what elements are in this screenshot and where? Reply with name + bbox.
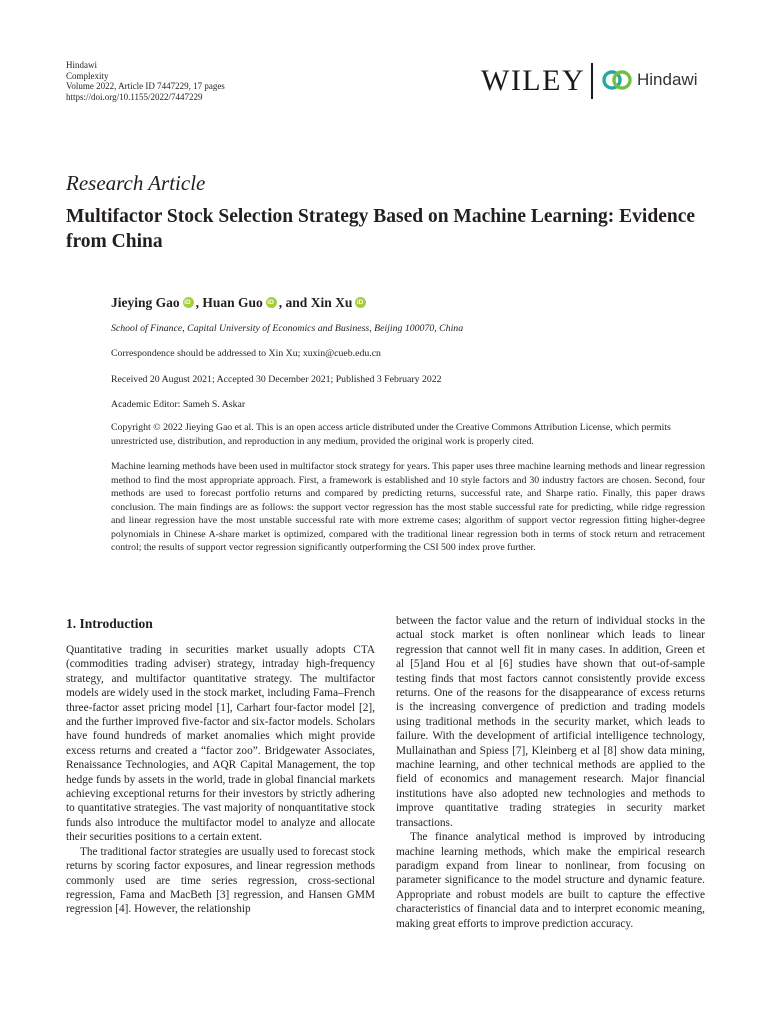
logo-divider xyxy=(591,63,593,99)
hindawi-logo-text: Hindawi xyxy=(637,70,698,89)
author-name: Huan Guo xyxy=(202,295,263,310)
doi-link[interactable]: https://doi.org/10.1155/2022/7447229 xyxy=(66,91,203,102)
article-title: Multifactor Stock Selection Strategy Based on Machine Learning: Evidence from China xyxy=(66,206,695,252)
paragraph: The finance analytical method is improved by introducing machine learning methods, which make the empirical research paradigm expand from linear to nonlinear, from focusing on parameter significance to the model structure and dynamic feature. Appropriate and robust models are built to capture the effective characteristics of financial data and to interpret economic meaning, making great efforts to improve prediction accuracy. xyxy=(396,831,705,930)
author-list xyxy=(111,294,368,312)
academic-editor: Academic Editor: Sameh S. Askar xyxy=(111,399,246,410)
volume-line: Volume 2022, Article ID 7447229, 17 pages xyxy=(66,81,225,91)
abstract: Machine learning methods have been used in multifactor stock strategy for years. This paper uses three machine learning methods and linear regression method to find the most appropriate approach. First, a framework is established and 10 style factors and 30 industry factors are chosen. Second, four methods are used to forecast portfolio returns and compared by predicting returns, successful rate, and Sharpe ratio. Finally, this paper draws conclusion. The main findings are as follows: the support vector regression has the most stable successful rate for predicting, while ridge regression and linear regression have the most unstable successful rate with more extreme cases; algorithm of support vector regression fitting higher-degree polynomials in Chinese A-share market is optimized, compared with the traditional linear regression both in terms of stock return and retracement control; the results of support vector regression significantly outperforming the CSI 500 index prove further. xyxy=(111,461,705,553)
orcid-icon[interactable] xyxy=(183,297,194,308)
author-separator: , and xyxy=(278,295,311,310)
article-dates: Received 20 August 2021; Accepted 30 December 2021; Published 3 February 2022 xyxy=(111,374,442,385)
wiley-logo: WILEY xyxy=(481,64,586,97)
correspondence: Correspondence should be addressed to Xin Xu; xuxin@cueb.edu.cn xyxy=(111,348,381,359)
author-separator: , xyxy=(195,295,203,310)
article-type: Research Article xyxy=(66,171,206,195)
paragraph: Quantitative trading in securities market usually adopts CTA (commodities trading adviser) strategy, intraday high-frequency strategy, and multifactor quantitative strategy. The multifactor models are widely used in the stock market, including Fama–French three-factor asset pricing model [1], Carhart four-factor model [2], and the further improved five-factor and six-factor models. Scholars have found hundreds of market anomalies which might provide excess returns and created a “factor zoo”. Bridgewater Associates, Renaissance Technologies, and AQR Capital Management, the top hedge funds by assets in the world, trade in global financial markets achieving exceptional returns for their investors by strictly adhering to quantitative strategies. The vast majority of nonquantitative stock funds also introduce the multifactor model to analyze and allocate their securities positions to a certain extent. xyxy=(66,644,375,844)
affiliation: School of Finance, Capital University of Economics and Business, Beijing 100070, China xyxy=(111,323,464,334)
orcid-icon[interactable] xyxy=(266,297,277,308)
copyright-notice: Copyright © 2022 Jieying Gao et al. This is an open access article distributed under the Creative Commons Attribution License, which permits unrestricted use, distribution, and reproduction in any medium, provided the original work is properly cited. xyxy=(111,422,671,447)
paragraph: The traditional factor strategies are usually used to forecast stock returns by scoring factor exposures, and linear regression methods commonly used are time series regression, cross-sectional regression, Fama and MacBeth [3] regression, and Hansen GMM regression [4]. However, the relationship xyxy=(66,845,375,916)
journal-meta xyxy=(66,60,225,102)
body-column-right xyxy=(396,614,705,931)
publisher-logos xyxy=(481,60,705,100)
journal-name: Complexity xyxy=(66,70,109,81)
publisher-name: Hindawi xyxy=(66,60,97,70)
section-heading: 1. Introduction xyxy=(66,616,153,631)
author-name: Xin Xu xyxy=(310,295,353,310)
orcid-icon[interactable] xyxy=(355,297,366,308)
hindawi-logo-icon xyxy=(602,68,632,92)
paragraph: between the factor value and the return of individual stocks in the actual stock market is often nonlinear which leads to linear regression that cannot well fit in many cases. In addition, Green et al [5]and Hou et al [6] studies have shown that out-of-sample testing finds that most factors cannot consistently provide excess returns. One of the reasons for the disappearance of excess returns is the increasing convergence of prediction and trading models using traditional methods in the security market, which leads to failure. With the development of artificial intelligence technology, Mullainathan and Spiess [7], Kleinberg et al [8] show data mining, machine learning, and other technical methods are applied to the field of economics and management research. Major financial institutions have also adopted new technologies and methods to improve quantitative trading strategies in security market transactions. xyxy=(396,615,705,829)
author-name: Jieying Gao xyxy=(111,295,180,310)
body-column-left xyxy=(66,643,375,917)
